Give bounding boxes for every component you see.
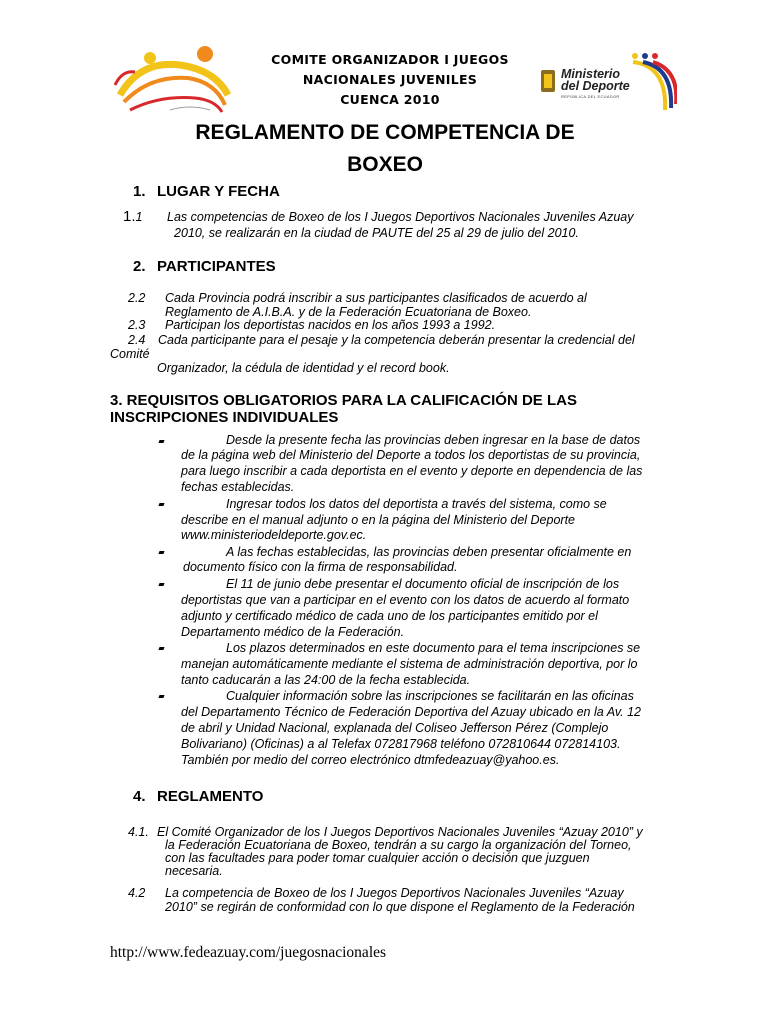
bullet-6-line-1: Cualquier información sobre las inscripciones se facilitarán en las oficinas (226, 689, 634, 703)
games-logo (110, 40, 240, 122)
item-2-4-line-2: Comité (110, 347, 150, 361)
bullet-3-line-2: documento físico con la firma de responsabilidad. (183, 560, 458, 574)
title-line-2: BOXEO (347, 153, 423, 176)
bullet-1-line-3: para luego inscribir a cada deportista en el evento y deporte en dependencia de las (181, 464, 643, 478)
item-2-2-line-1: Cada Provincia podrá inscribir a sus participantes clasificados de acuerdo al (165, 291, 587, 305)
item-4-2-line-1: La competencia de Boxeo de los I Juegos Deportivos Nacionales Juveniles “Azuay (165, 886, 624, 900)
item-4-1-line-3: con las facultades para poder tomar cualquier acción o decisión que juzguen (165, 851, 590, 865)
ministry-logo (537, 52, 677, 112)
section-3-heading-line-1: 3. REQUISITOS OBLIGATORIOS PARA LA CALIFICACIÓN DE LAS (110, 392, 577, 409)
title-line-1: REGLAMENTO DE COMPETENCIA DE (195, 121, 575, 144)
section-1-heading: LUGAR Y FECHA (157, 183, 280, 200)
bullet-1-line-1: Desde la presente fecha las provincias deben ingresar en la base de datos (226, 433, 641, 447)
bullet-marker (158, 695, 164, 698)
item-2-3-text: Participan los deportistas nacidos en los años 1993 a 1992. (165, 318, 496, 332)
bullet-2-line-1: Ingresar todos los datos del deportista a través del sistema, como se (226, 497, 607, 511)
item-4-2-number: 4.2 (128, 886, 146, 900)
bullet-2-line-2: describe en el manual adjunto o en la página del Ministerio del Deporte (181, 513, 576, 527)
bullet-5-line-2: manejan automáticamente mediante el sistema de administración deportiva, por lo (181, 657, 638, 671)
bullet-1-line-4: fechas establecidas. (181, 480, 295, 494)
item-1-1-number-major: 1. (123, 208, 136, 225)
header-line-3: CUENCA 2010 (340, 92, 440, 107)
item-2-3-number: 2.3 (128, 318, 146, 332)
item-1-1-number (123, 208, 142, 226)
bullet-5-line-1: Los plazos determinados en este documento para el tema inscripciones se (226, 641, 641, 655)
section-2-number: 2. (133, 258, 146, 275)
item-2-2-line-2: Reglamento de A.I.B.A. y de la Federación Ecuatoriana de Boxeo. (165, 305, 532, 319)
bullet-6-line-2: del Departamento Técnico de Federación Deportiva del Azuay ubicado en la Av. 12 (181, 705, 641, 719)
item-2-2-number: 2.2 (128, 291, 146, 305)
bullet-1-line-2: de la página web del Ministerio del Deporte a todos los deportistas de su provincia, (181, 448, 641, 462)
bullet-marker (158, 440, 164, 443)
item-2-4-number: 2.4 (128, 333, 146, 347)
item-2-4-line-1: Cada participante para el pesaje y la competencia deberán presentar la credencial del (158, 333, 635, 347)
bullet-4-line-4: Departamento médico de la Federación. (181, 625, 405, 639)
item-4-1-line-4: necesaria. (165, 864, 223, 878)
header-line-1: COMITE ORGANIZADOR I JUEGOS (271, 52, 509, 67)
item-1-1-line-2: 2010, se realizarán en la ciudad de PAUTE del 25 al 29 de julio del 2010. (174, 226, 579, 240)
organizing-committee-header (240, 50, 540, 110)
item-1-1-number-minor: 1 (135, 210, 143, 224)
document-title (120, 117, 650, 181)
item-2-4-line-3: Organizador, la cédula de identidad y el record book. (157, 361, 450, 375)
bullet-marker (158, 583, 164, 586)
ministry-name-line-2: del Deporte (561, 79, 630, 93)
section-2-heading: PARTICIPANTES (157, 258, 276, 275)
section-4-number: 4. (133, 788, 146, 805)
bullet-marker (158, 647, 164, 650)
item-4-2-line-2: 2010” se regirán de conformidad con lo que dispone el Reglamento de la Federación (165, 900, 635, 914)
item-4-1-line-1: El Comité Organizador de los I Juegos Deportivos Nacionales Juveniles “Azuay 2010” y (157, 825, 643, 839)
bullet-marker (158, 503, 164, 506)
bullet-6-line-5: También por medio del correo electrónico dtmfedeazuay@yahoo.es. (181, 753, 560, 767)
section-4-heading: REGLAMENTO (157, 788, 264, 805)
item-4-1-line-2: la Federación Ecuatoriana de Boxeo, tendrán a su cargo la organización del Torneo, (165, 838, 632, 852)
bullet-4-line-2: deportistas que van a participar en el evento con los datos de acuerdo al formato (181, 593, 630, 607)
bullet-6-line-3: de abril y Unidad Nacional, explanada del Coliseo Jefferson Pérez (Complejo (181, 721, 609, 735)
bullet-6-line-4: Bolivariano) (Oficinas) a al Telefax 072817968 teléfono 072810644 072814103. (181, 737, 621, 751)
bullet-4-line-1: El 11 de junio debe presentar el documento oficial de inscripción de los (226, 577, 620, 591)
bullet-marker (158, 551, 164, 554)
bullet-3-line-1: A las fechas establecidas, las provincias deben presentar oficialmente en (226, 545, 632, 559)
header-line-2: NACIONALES JUVENILES (302, 72, 478, 87)
ministry-subtitle: REPÚBLICA DEL ECUADOR (561, 94, 620, 99)
section-1-number: 1. (133, 183, 146, 200)
section-3-heading-line-2: INSCRIPCIONES INDIVIDUALES (110, 409, 339, 426)
bullet-4-line-3: adjunto y certificado médico de cada uno de los participantes emitido por el (181, 609, 598, 623)
bullet-2-line-3: www.ministeriodeldeporte.gov.ec. (181, 528, 367, 542)
ministry-name-line-1: Ministerio (561, 67, 621, 81)
item-1-1-line-1: Las competencias de Boxeo de los I Juegos Deportivos Nacionales Juveniles Azuay (167, 210, 634, 224)
footer-url: http://www.fedeazuay.com/juegosnacionales (110, 944, 387, 961)
bullet-5-line-3: tanto caducarán a las 24:00 de la fecha establecida. (181, 673, 471, 687)
item-4-1-number: 4.1. (128, 825, 149, 839)
